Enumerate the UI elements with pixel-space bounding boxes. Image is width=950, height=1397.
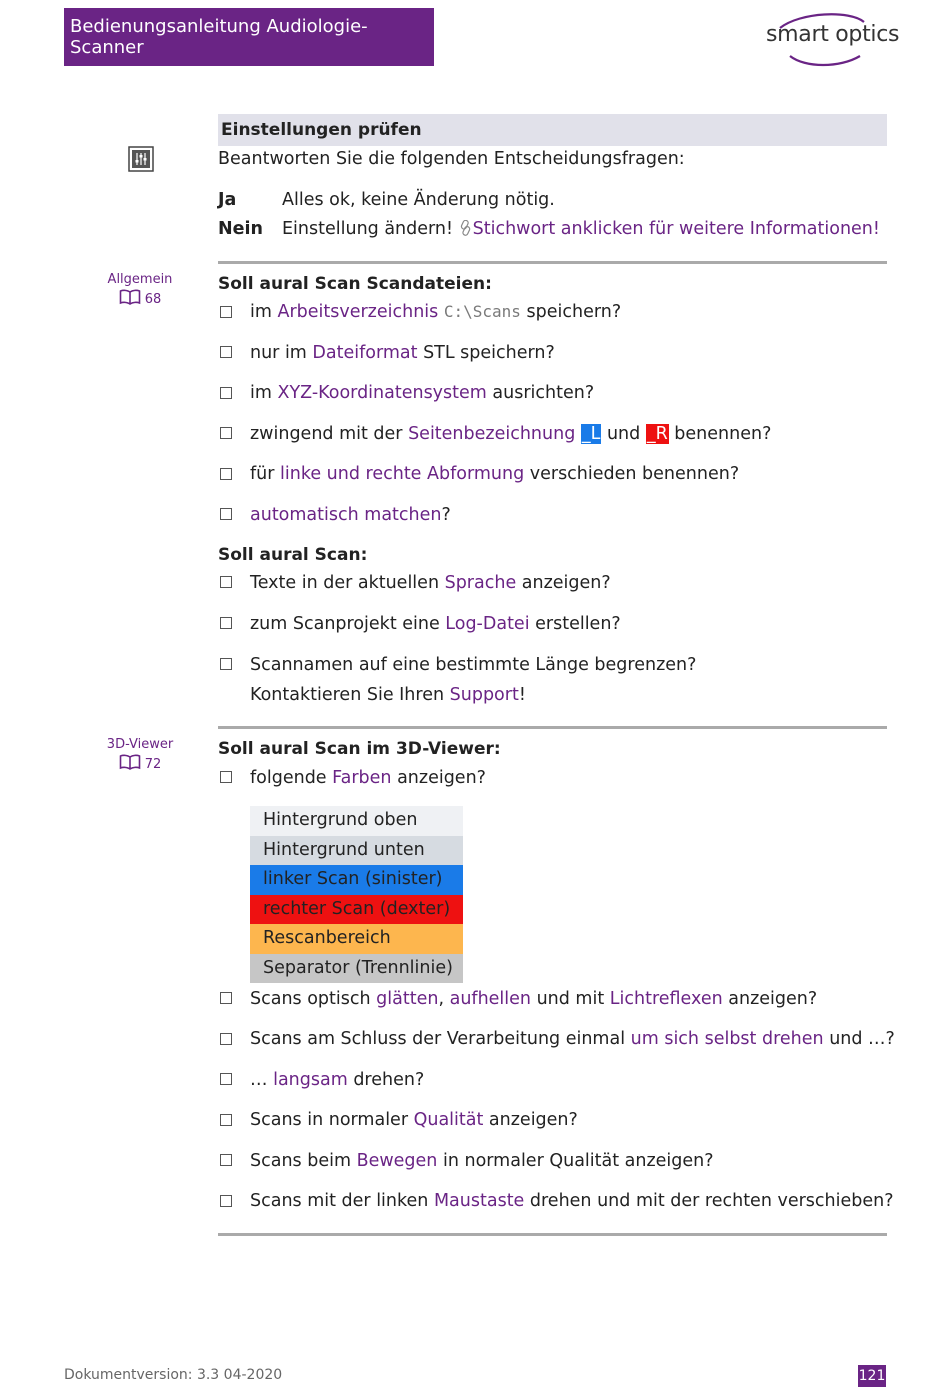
list-item: zwingend mit der Seitenbezeichnung _L und _R benennen? xyxy=(250,424,772,444)
checkbox[interactable] xyxy=(220,346,232,358)
answer-no-line xyxy=(282,217,880,243)
answer-no-text: Einstellung ändern! xyxy=(282,219,454,239)
checkbox[interactable] xyxy=(220,387,232,399)
keyword-link[interactable]: Farben xyxy=(332,768,392,788)
list-item: automatisch matchen? xyxy=(250,505,451,525)
keyword-link[interactable]: Maustaste xyxy=(433,1191,525,1211)
keyword-link[interactable]: um sich selbst drehen xyxy=(630,1029,824,1049)
keyword-link[interactable]: aufhellen xyxy=(449,989,532,1009)
support-link[interactable]: Support xyxy=(449,685,519,705)
color-swatch: rechter Scan (dexter) xyxy=(250,895,463,925)
ref-allgemein[interactable] xyxy=(80,272,200,309)
list-item: Scannamen auf eine bestimmte Länge begrenzen? xyxy=(250,655,697,675)
ref-3d-viewer-page: 72 xyxy=(144,756,162,772)
section-title: Einstellungen prüfen xyxy=(218,114,887,146)
keyword-link[interactable]: Dateiformat xyxy=(312,343,418,363)
checkbox[interactable] xyxy=(220,427,232,439)
checkbox[interactable] xyxy=(220,468,232,480)
logo-text: smart optics xyxy=(766,22,900,47)
checkbox[interactable] xyxy=(220,508,232,520)
list-item: für linke und rechte Abformung verschieden benennen? xyxy=(250,464,740,484)
answer-yes-key: Ja xyxy=(218,190,237,210)
link-icon xyxy=(459,219,473,243)
list-item-note: Kontaktieren Sie Ihren Support! xyxy=(250,685,526,705)
divider xyxy=(218,726,887,729)
answer-yes-text: Alles ok, keine Änderung nötig. xyxy=(282,190,555,210)
keyword-link[interactable]: Qualität xyxy=(413,1110,484,1130)
color-swatch: Hintergrund oben xyxy=(250,806,463,836)
keyword-help-link[interactable]: Stichwort anklicken für weitere Informationen! xyxy=(472,219,880,239)
keyword-link[interactable]: Bewegen xyxy=(356,1151,438,1171)
answer-no-key: Nein xyxy=(218,219,263,239)
smart-optics-logo xyxy=(760,8,900,70)
right-suffix-badge: _R xyxy=(646,424,668,444)
checkbox[interactable] xyxy=(220,617,232,629)
checkbox[interactable] xyxy=(220,771,232,783)
color-swatch: linker Scan (sinister) xyxy=(250,865,463,895)
document-title-bar xyxy=(64,8,434,66)
ref-3d-viewer-label: 3D-Viewer xyxy=(106,737,174,752)
color-table xyxy=(250,806,463,983)
document-title: Bedienungsanleitung Audiologie-Scanner xyxy=(70,16,368,58)
settings-sliders-icon xyxy=(128,146,154,172)
list-item: … langsam drehen? xyxy=(250,1070,425,1090)
list-item: im Arbeitsverzeichnis C:\Scans speichern? xyxy=(250,302,622,322)
color-swatch: Separator (Trennlinie) xyxy=(250,954,463,984)
keyword-link[interactable]: Log-Datei xyxy=(445,614,530,634)
path-code: C:\Scans xyxy=(443,302,521,321)
group1-heading: Soll aural Scan Scandateien: xyxy=(218,274,492,294)
checkbox[interactable] xyxy=(220,306,232,318)
checkbox[interactable] xyxy=(220,658,232,670)
list-item: Scans beim Bewegen in normaler Qualität anzeigen? xyxy=(250,1151,714,1171)
list-item: im XYZ-Koordinatensystem ausrichten? xyxy=(250,383,595,403)
checkbox[interactable] xyxy=(220,1073,232,1085)
group2-heading: Soll aural Scan: xyxy=(218,545,368,565)
color-swatch: Rescanbereich xyxy=(250,924,463,954)
book-icon xyxy=(119,754,141,774)
checkbox[interactable] xyxy=(220,992,232,1004)
ref-allgemein-label: Allgemein xyxy=(107,272,173,287)
color-swatch: Hintergrund unten xyxy=(250,836,463,866)
list-item: Scans am Schluss der Verarbeitung einmal um sich selbst drehen und …? xyxy=(250,1029,895,1049)
ref-allgemein-page: 68 xyxy=(144,291,162,307)
keyword-link[interactable]: automatisch matchen xyxy=(250,505,442,525)
document-version: Dokumentversion: 3.3 04-2020 xyxy=(64,1367,283,1383)
keyword-link[interactable]: Seitenbezeichnung xyxy=(408,424,576,444)
left-suffix-badge: _L xyxy=(581,424,601,444)
ref-3d-viewer[interactable] xyxy=(80,737,200,774)
keyword-link[interactable]: glätten xyxy=(376,989,439,1009)
keyword-link[interactable]: Lichtreflexen xyxy=(609,989,723,1009)
intro-text: Beantworten Sie die folgenden Entscheidungsfragen: xyxy=(218,149,685,169)
checkbox[interactable] xyxy=(220,1154,232,1166)
list-item: Texte in der aktuellen Sprache anzeigen? xyxy=(250,573,611,593)
group3-heading: Soll aural Scan im 3D-Viewer: xyxy=(218,739,501,759)
divider xyxy=(218,1233,887,1236)
book-icon xyxy=(119,289,141,309)
divider xyxy=(218,261,887,264)
list-item: Scans optisch glätten, aufhellen und mit Lichtreflexen anzeigen? xyxy=(250,989,818,1009)
list-item: Scans in normaler Qualität anzeigen? xyxy=(250,1110,578,1130)
checkbox[interactable] xyxy=(220,576,232,588)
keyword-link[interactable]: Arbeitsverzeichnis xyxy=(277,302,439,322)
keyword-link[interactable]: XYZ-Koordinatensystem xyxy=(277,383,487,403)
list-item: nur im Dateiformat STL speichern? xyxy=(250,343,555,363)
keyword-link[interactable]: Sprache xyxy=(444,573,517,593)
checkbox[interactable] xyxy=(220,1195,232,1207)
list-item: folgende Farben anzeigen? xyxy=(250,768,486,788)
checkbox[interactable] xyxy=(220,1114,232,1126)
keyword-link[interactable]: linke und rechte Abformung xyxy=(280,464,525,484)
list-item: zum Scanprojekt eine Log-Datei erstellen? xyxy=(250,614,621,634)
page-number: 121 xyxy=(858,1365,886,1387)
checkbox[interactable] xyxy=(220,1033,232,1045)
keyword-link[interactable]: langsam xyxy=(273,1070,348,1090)
list-item: Scans mit der linken Maustaste drehen und mit der rechten verschieben? xyxy=(250,1191,894,1211)
